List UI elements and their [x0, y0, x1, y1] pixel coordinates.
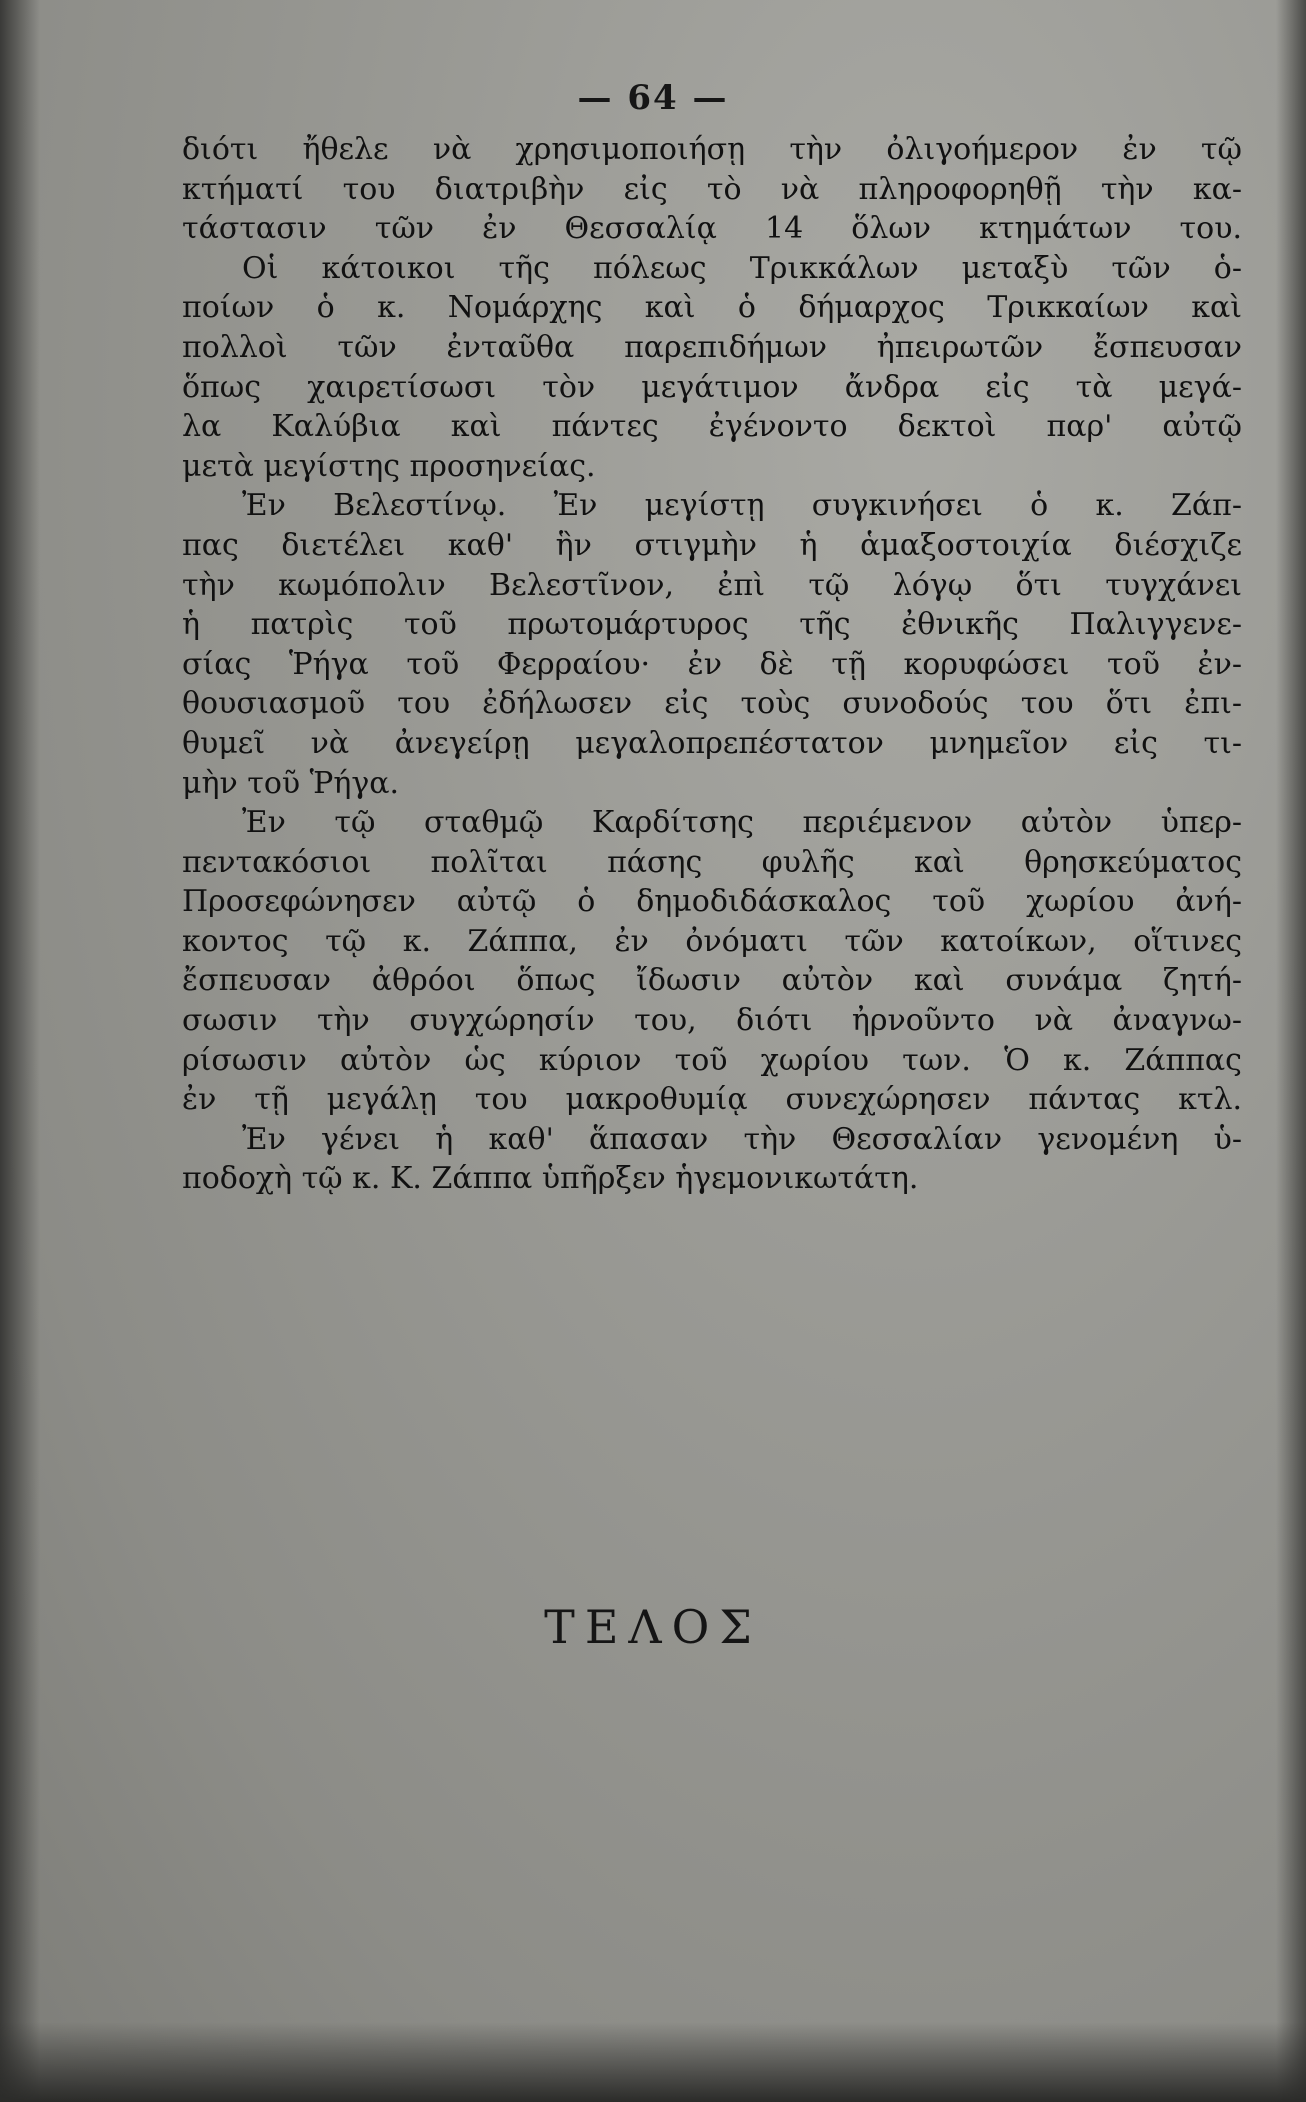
text-line: πεντακόσιοι πολῖται πάσης φυλῆς καὶ θρησκεύματος	[182, 844, 1242, 880]
paragraph-start-line: Οἱ κάτοικοι τῆς πόλεως Τρικκάλων μεταξὺ τῶν ὁ-	[242, 250, 1242, 286]
ending-title: ΤΕΛΟΣ	[544, 1600, 762, 1654]
page-shadow-bottom	[0, 2022, 1306, 2102]
paragraph-end-line: ἐν τῇ μεγάλῃ του μακροθυμίᾳ συνεχώρησεν πάντας κτλ.	[182, 1082, 1242, 1118]
page-number: — 64 —	[577, 78, 729, 118]
text-line: τὴν κωμόπολιν Βελεστῖνον, ἐπὶ τῷ λόγῳ ὅτι τυγχάνει	[182, 567, 1242, 603]
text-line: ὅπως χαιρετίσωσι τὸν μεγάτιμον ἄνδρα εἰς τὰ μεγά-	[182, 369, 1242, 405]
text-line: ἡ πατρὶς τοῦ πρωτομάρτυρος τῆς ἐθνικῆς Παλιγγενε-	[182, 607, 1242, 643]
body-text	[182, 130, 1242, 1199]
text-line: σωσιν τὴν συγχώρησίν του, διότι ἠρνοῦντο νὰ ἀναγνω-	[182, 1003, 1242, 1039]
page-shadow-right	[1276, 0, 1306, 2102]
text-line: Προσεφώνησεν αὐτῷ ὁ δημοδιδάσκαλος τοῦ χωρίου ἀνή-	[182, 884, 1242, 920]
text-line: θυμεῖ νὰ ἀνεγείρῃ μεγαλοπρεπέστατον μνημεῖον εἰς τι-	[182, 725, 1242, 761]
text-line: λα Καλύβια καὶ πάντες ἐγένοντο δεκτοὶ παρ' αὐτῷ	[182, 409, 1242, 445]
paragraph-start-line: Ἐν τῷ σταθμῷ Καρδίτσης περιέμενον αὐτὸν ὑπερ-	[242, 805, 1242, 841]
paragraph-end-line: μὴν τοῦ Ῥήγα.	[182, 765, 400, 801]
paragraph-end-line: ποδοχὴ τῷ κ. Κ. Ζάππα ὑπῆρξεν ἡγεμονικωτάτη.	[182, 1161, 919, 1197]
text-line: ποίων ὁ κ. Νομάρχης καὶ ὁ δήμαρχος Τρικκαίων καὶ	[182, 290, 1242, 326]
text-line: κτήματί του διατριβὴν εἰς τὸ νὰ πληροφορηθῇ τὴν κα-	[182, 171, 1242, 207]
text-line: σίας Ῥήγα τοῦ Φερραίου· ἐν δὲ τῇ κορυφώσει τοῦ ἐν-	[182, 646, 1242, 682]
page-shadow-left	[0, 0, 40, 2102]
paragraph-start-line: Ἐν Βελεστίνῳ. Ἐν μεγίστῃ συγκινήσει ὁ κ. Ζάπ-	[242, 488, 1242, 524]
paragraph-end-line: μετὰ μεγίστης προσηνείας.	[182, 448, 596, 484]
text-line: τάστασιν τῶν ἐν Θεσσαλίᾳ 14 ὅλων κτημάτων του.	[182, 211, 1242, 247]
text-line: κοντος τῷ κ. Ζάππα, ἐν ὀνόματι τῶν κατοίκων, οἵτινες	[182, 923, 1242, 959]
text-line: πας διετέλει καθ' ἣν στιγμὴν ἡ ἁμαξοστοιχία διέσχιζε	[182, 527, 1242, 563]
paragraph-start-line: Ἐν γένει ἡ καθ' ἅπασαν τὴν Θεσσαλίαν γενομένη ὑ-	[242, 1121, 1242, 1157]
text-line: ρίσωσιν αὐτὸν ὡς κύριον τοῦ χωρίου των. Ὁ κ. Ζάππας	[182, 1042, 1242, 1078]
text-line: διότι ἤθελε νὰ χρησιμοποιήσῃ τὴν ὀλιγοήμερον ἐν τῷ	[182, 132, 1242, 167]
text-line: πολλοὶ τῶν ἐνταῦθα παρεπιδήμων ἠπειρωτῶν ἔσπευσαν	[182, 329, 1242, 365]
text-line: θουσιασμοῦ του ἐδήλωσεν εἰς τοὺς συνοδούς του ὅτι ἐπι-	[182, 686, 1242, 722]
text-line: ἔσπευσαν ἀθρόοι ὅπως ἴδωσιν αὐτὸν καὶ συνάμα ζητή-	[182, 963, 1242, 999]
